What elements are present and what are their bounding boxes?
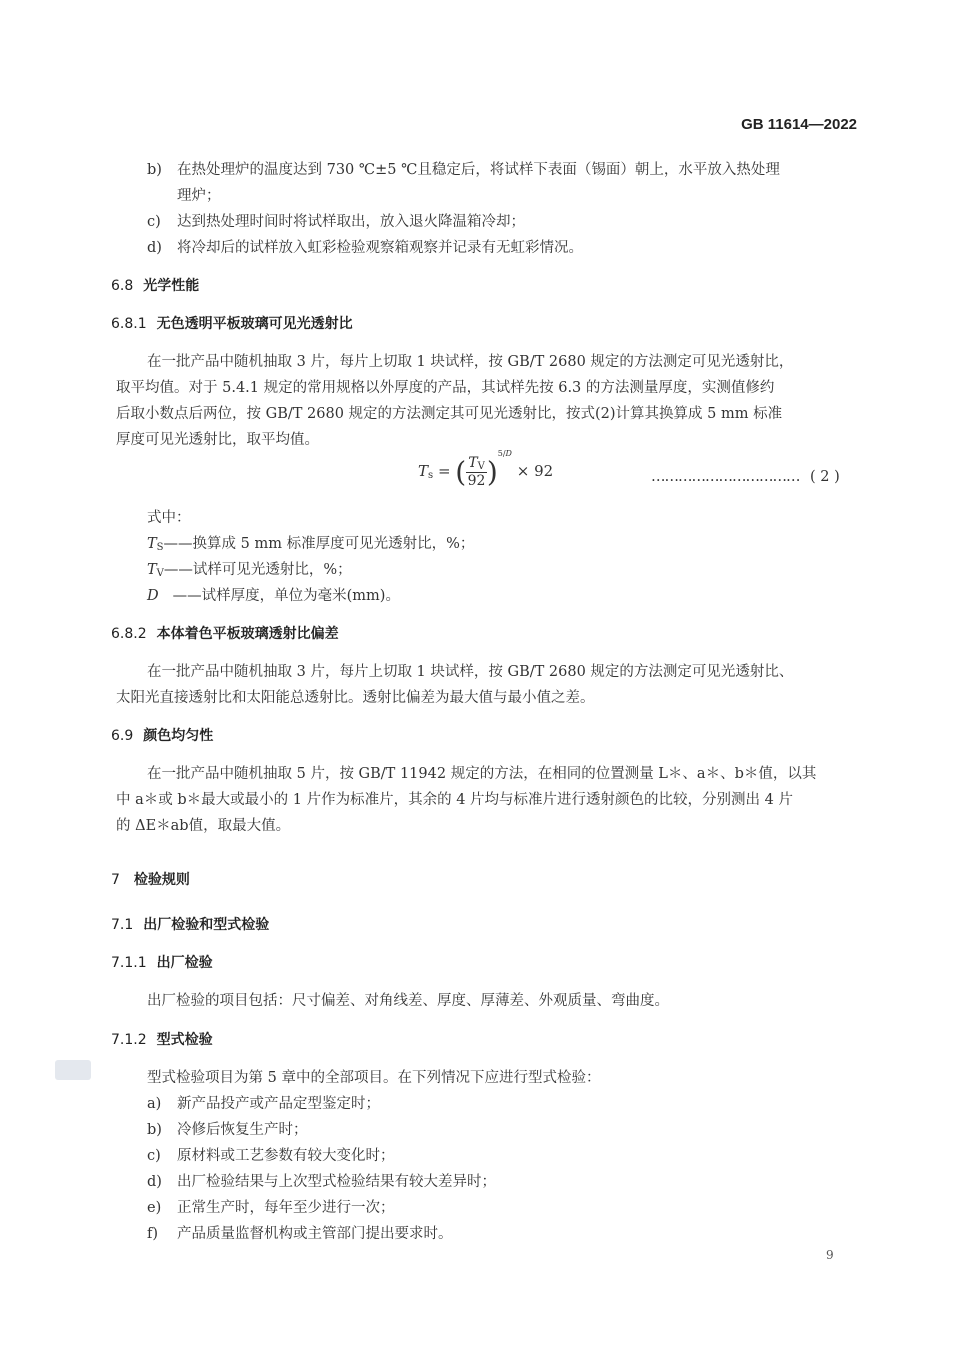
section-title: 光学性能 — [143, 278, 200, 294]
where-intro: 式中： — [147, 510, 191, 526]
paragraph-line: 在一批产品中随机抽取 5 片，按 GB/T 11942 规定的方法，在相同的位置测量 L＊、a＊、b＊值，以其 — [147, 766, 817, 782]
list-item — [147, 1170, 496, 1191]
list-item — [147, 210, 525, 231]
list-text: 正常生产时，每年至少进行一次； — [177, 1200, 395, 1216]
list-label: c) — [147, 1148, 161, 1164]
section-number: 6.8.1 — [111, 316, 147, 332]
list-label: b) — [147, 1122, 162, 1138]
section-title: 无色透明平板玻璃可见光透射比 — [156, 316, 353, 332]
paragraph-line: 出厂检验的项目包括：尺寸偏差、对角线差、厚度、厚薄差、外观质量、弯曲度。 — [147, 993, 669, 1009]
list-text: 出厂检验结果与上次型式检验结果有较大差异时； — [177, 1174, 496, 1190]
section-number: 7.1.2 — [111, 1032, 147, 1048]
where-symbol-sub: S — [156, 542, 164, 553]
list-text: 原材料或工艺参数有较大变化时； — [177, 1148, 395, 1164]
section-title: 型式检验 — [156, 1032, 213, 1048]
list-text: 新产品投产或产品定型鉴定时； — [177, 1096, 380, 1112]
formula-equals: = — [437, 462, 451, 480]
list-item — [147, 236, 583, 257]
list-item — [147, 1118, 308, 1139]
section-heading-6-8-1 — [111, 313, 353, 333]
section-number: 6.8 — [111, 278, 134, 294]
page-number: 9 — [826, 1248, 834, 1262]
list-text: 产品质量监督机构或主管部门提出要求时。 — [177, 1226, 453, 1242]
where-symbol: T — [147, 562, 157, 578]
fraction-numerator: T — [468, 455, 478, 471]
section-heading-6-8-2 — [111, 623, 339, 643]
paragraph-line: 厚度可见光透射比，取平均值。 — [116, 432, 319, 448]
formula-2: $T_s$ = ( $\frac{T_V}{92}$ )$^{5/D}$ × 92 — [418, 449, 554, 489]
paragraph-line: 在一批产品中随机抽取 3 片，每片上切取 1 块试样，按 GB/T 2680 规定的方法测定可见光透射比、 — [147, 664, 794, 680]
formula-lhs-sub: s — [428, 470, 434, 481]
formula-number: ( 2 ) — [810, 469, 840, 485]
list-label: d) — [147, 240, 162, 256]
section-title: 出厂检验 — [156, 955, 213, 971]
fraction-denominator: 92 — [467, 473, 486, 489]
section-number: 7 — [111, 872, 120, 888]
where-item — [147, 532, 474, 553]
list-label: b) — [147, 162, 162, 178]
fraction-numerator-sub: V — [477, 461, 485, 472]
where-symbol: T — [147, 536, 157, 552]
list-text-continued: 理炉； — [177, 188, 221, 204]
section-heading-7-1 — [111, 914, 269, 934]
where-desc: ——换算成 5 mm 标准厚度可见光透射比，%； — [163, 536, 475, 552]
list-text: 在热处理炉的温度达到 730 ℃±5 ℃且稳定后，将试样下表面（锡面）朝上，水平放入热处理 — [177, 162, 780, 178]
list-label: c) — [147, 214, 161, 230]
list-text: 将冷却后的试样放入虹彩检验观察箱观察并记录有无虹彩情况。 — [177, 240, 583, 256]
section-number: 6.9 — [111, 728, 134, 744]
where-symbol-sub: V — [156, 568, 164, 579]
section-title: 颜色均匀性 — [143, 728, 214, 744]
section-heading-7-1-2 — [111, 1029, 213, 1049]
where-desc: ——试样厚度，单位为毫米(mm)。 — [172, 588, 400, 604]
where-item — [147, 584, 400, 605]
paragraph-line: 在一批产品中随机抽取 3 片，每片上切取 1 块试样，按 GB/T 2680 规定的方法测定可见光透射比， — [147, 354, 794, 370]
where-symbol: D — [147, 588, 159, 604]
formula-leader-dots: …………………………… — [651, 469, 800, 485]
where-desc: ——试样可见光透射比，%； — [163, 562, 352, 578]
list-label: a) — [147, 1096, 162, 1112]
section-heading-6-9 — [111, 725, 213, 745]
list-label: f) — [147, 1226, 159, 1242]
list-item — [147, 158, 780, 179]
paragraph-line: 后取小数点后两位，按 GB/T 2680 规定的方法测定其可见光透射比，按式(2)计算其换算成 5 mm 标准 — [116, 406, 783, 422]
formula-exponent: 5/D — [497, 449, 512, 458]
paragraph-line: 型式检验项目为第 5 章中的全部项目。在下列情况下应进行型式检验： — [147, 1070, 601, 1086]
list-item — [147, 1196, 395, 1217]
section-heading-6-8 — [111, 275, 199, 295]
where-item — [147, 558, 352, 579]
formula-lhs: T — [418, 462, 429, 480]
paragraph-line: 的 ΔE＊ab值，取最大值。 — [116, 818, 291, 834]
section-title: 出厂检验和型式检验 — [143, 917, 270, 933]
formula-multiplier: × 92 — [516, 462, 554, 480]
section-heading-7 — [111, 869, 190, 889]
paragraph-line: 太阳光直接透射比和太阳能总透射比。透射比偏差为最大值与最小值之差。 — [116, 690, 595, 706]
section-number: 6.8.2 — [111, 626, 147, 642]
section-number: 7.1.1 — [111, 955, 147, 971]
list-item — [147, 1222, 453, 1243]
standard-number: GB 11614—2022 — [741, 116, 857, 133]
paragraph-line: 取平均值。对于 5.4.1 规定的常用规格以外厚度的产品，其试样先按 6.3 的方法测量厚度，实测值修约 — [116, 380, 775, 396]
section-number: 7.1 — [111, 917, 134, 933]
section-heading-7-1-1 — [111, 952, 213, 972]
exponent-numerator: 5 — [497, 449, 503, 458]
section-title: 检验规则 — [133, 872, 190, 888]
paragraph-line: 中 a＊或 b＊最大或最小的 1 片作为标准片，其余的 4 片均与标准片进行透射颜色的比较，分别测出 4 片 — [116, 792, 793, 808]
formula-fraction — [466, 455, 487, 489]
list-text: 冷修后恢复生产时； — [177, 1122, 308, 1138]
list-label: d) — [147, 1174, 162, 1190]
watermark-logo — [55, 1060, 91, 1080]
list-item — [147, 1144, 395, 1165]
list-text: 达到热处理时间时将试样取出，放入退火降温箱冷却； — [177, 214, 525, 230]
list-item — [147, 1092, 380, 1113]
exponent-denominator: D — [505, 449, 512, 458]
list-label: e) — [147, 1200, 162, 1216]
section-title: 本体着色平板玻璃透射比偏差 — [156, 626, 339, 642]
